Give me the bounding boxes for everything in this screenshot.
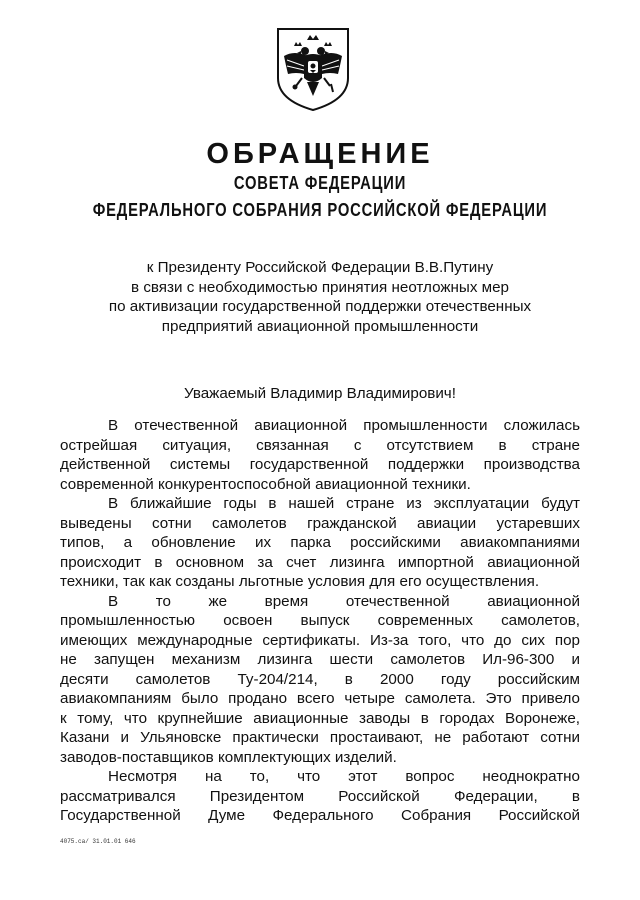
text-line: В ближайшие годы в нашей стране из эксплуатации будут bbox=[108, 495, 580, 512]
text-line: рассматривался Президентом Российской Федерации, в bbox=[60, 787, 580, 805]
text-line: не запущен механизм лизинга шести самолетов Ил-96-300 и bbox=[60, 651, 580, 668]
text-line: Государственной Думе Федерального Собрания Российской bbox=[60, 807, 580, 824]
addressee-line: к Президенту Российской Федерации В.В.Путину bbox=[146, 259, 494, 276]
letter-body bbox=[60, 416, 580, 826]
text-line: типов, а обновление их парка российскими авиакомпаниями bbox=[60, 534, 580, 551]
paragraph-3 bbox=[60, 592, 580, 768]
text-line: Несмотря на то, что этот вопрос неоднократно bbox=[108, 768, 580, 785]
text-line: действенной системы государственной поддержки производства bbox=[60, 456, 580, 473]
paragraph-2 bbox=[60, 494, 580, 592]
document-title: ОБРАЩЕНИЕ bbox=[206, 138, 434, 170]
text-line: современной конкурентоспособной авиационной техники. bbox=[60, 475, 471, 493]
text-line: имеющих международные сертификаты. Из-за того, что до сих пор bbox=[60, 631, 580, 649]
text-line: к тому, что крупнейшие авиационные заводы в городах Воронеже, bbox=[60, 709, 580, 727]
text-line: техники, так как созданы льготные условия для его осуществления. bbox=[60, 573, 540, 590]
text-line: острейшая ситуация, связанная с отсутствием в стране bbox=[60, 436, 580, 454]
text-line: авиакомпаниям было продано всего четыре самолета. Это привело bbox=[60, 690, 580, 707]
text-line: происходит в основном за счет лизинга импортной авиационной bbox=[60, 553, 580, 571]
document-subtitle-1: СОВЕТА ФЕДЕРАЦИИ bbox=[233, 173, 407, 193]
text-line: В отечественной авиационной промышленности сложилась bbox=[108, 417, 580, 434]
text-line: промышленностью освоен выпуск современных самолетов, bbox=[60, 612, 580, 629]
text-line: В то же время отечественной авиационной bbox=[108, 592, 580, 610]
addressee-block bbox=[60, 258, 580, 336]
text-line: десяти самолетов Ту-204/214, в 2000 году российским bbox=[60, 670, 580, 688]
text-line: выведены сотни самолетов гражданской авиации устаревших bbox=[60, 514, 580, 532]
document-subtitle-2: ФЕДЕРАЛЬНОГО СОБРАНИЯ РОССИЙСКОЙ ФЕДЕРАЦИИ bbox=[92, 200, 548, 220]
addressee-line: предприятий авиационной промышленности bbox=[161, 317, 479, 335]
coat-of-arms-icon bbox=[274, 26, 352, 112]
addressee-line: в связи с необходимостью принятия неотложных мер bbox=[131, 278, 509, 296]
paragraph-4 bbox=[60, 767, 580, 826]
paragraph-1 bbox=[60, 416, 580, 494]
text-line: Казани и Ульяновске практически простаивают, не работают сотни bbox=[60, 729, 580, 746]
footer-print-code: 4075.ca/ 31.01.01 646 bbox=[60, 838, 136, 845]
text-line: заводов-поставщиков комплектующих изделий. bbox=[60, 748, 397, 766]
salutation: Уважаемый Владимир Владимирович! bbox=[184, 385, 456, 402]
addressee-line: по активизации государственной поддержки отечественных bbox=[108, 298, 532, 315]
